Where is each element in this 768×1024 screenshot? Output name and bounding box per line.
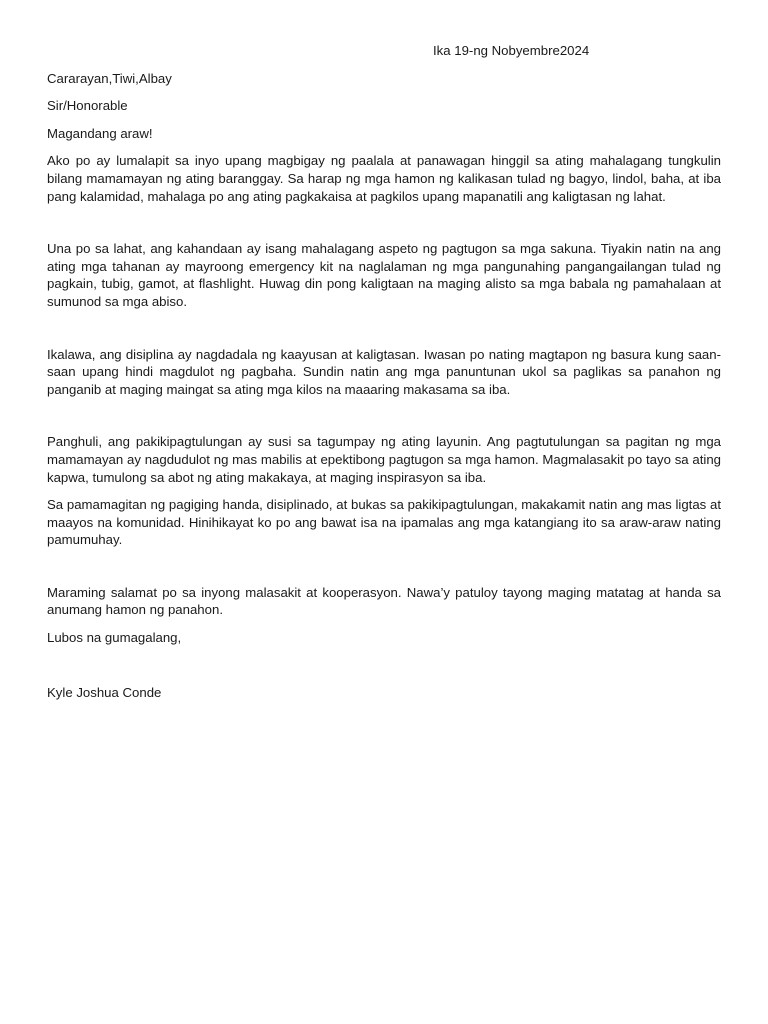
body-paragraph-discipline: Ikalawa, ang disiplina ay nagdadala ng kaayusan at kaligtasan. Iwasan po nating magtapon ng basura kung saan-saan upang hindi magdulot ng pagbaha. Sundin natin ang mga panuntunan ukol sa paglikas sa panahon ng panganib at maging maingat sa ating mga kilos na maaaring makasama sa iba. — [47, 346, 721, 397]
body-paragraph-cooperation: Panghuli, ang pakikipagtulungan ay susi sa tagumpay ng ating layunin. Ang pagtutulungan sa pagitan ng mga mamamayan ay nagdudulot ng mas mabilis at epektibong pagtugon sa mga hamon. Magmalasakit po tayo sa ating kapwa, tumulong sa abot ng ating makakaya, at maging inspirasyon sa iba. — [47, 434, 721, 485]
paragraph-spacer — [47, 408, 721, 433]
letter-closing: Lubos na gumagalang, — [47, 630, 182, 646]
body-paragraph-conclusion: Sa pamamagitan ng pagiging handa, disiplinado, at bukas sa pakikipagtulungan, makakamit natin ang mas ligtas at maayos na komunidad. Hinihikayat ko po ang bawat isa na ipamalas ang mga katangiang ito sa araw-araw nating pamumuhay. — [47, 497, 721, 548]
letter-greeting: Magandang araw! — [47, 125, 153, 141]
letter-date: Ika 19-ng Nobyembre2024 — [433, 43, 590, 58]
paragraph-spacer — [47, 215, 721, 240]
body-paragraph-intro: Ako po ay lumalapit sa inyo upang magbigay ng paalala at panawagan hinggil sa ating mahalagang tungkulin bilang mamamayan ng ating baranggay. Sa harap ng mga hamon ng kalikasan tulad ng bagyo, lindol, baha, at iba pang kalamidad, mahalaga po ang ating pagkakaisa at pagkilos upang mapanatili ang kaligtasan ng lahat. — [47, 153, 721, 204]
letter-salutation: Sir/Honorable — [47, 98, 128, 114]
letter-signature: Kyle Joshua Conde — [47, 684, 162, 700]
letter-address: Cararayan,Tiwi,Albay — [47, 70, 172, 86]
paragraph-spacer — [47, 559, 721, 584]
body-paragraph-preparedness: Una po sa lahat, ang kahandaan ay isang mahalagang aspeto ng pagtugon sa mga sakuna. Tiyakin natin na ang ating mga tahanan ay mayroong emergency kit na naglalaman ng mga pangunahing pangangailangan tulad ng pagkain, tubig, gamot, at flashlight. Huwag din pong kaligtaan na maging alisto sa mga babala ng pamahalaan at sumunod sa mga abiso. — [47, 241, 721, 309]
paragraph-spacer — [47, 321, 721, 346]
body-paragraph-thanks: Maraming salamat po sa inyong malasakit at kooperasyon. Nawa’y patuloy tayong maging matatag at handa sa anumang hamon ng panahon. — [47, 584, 721, 618]
